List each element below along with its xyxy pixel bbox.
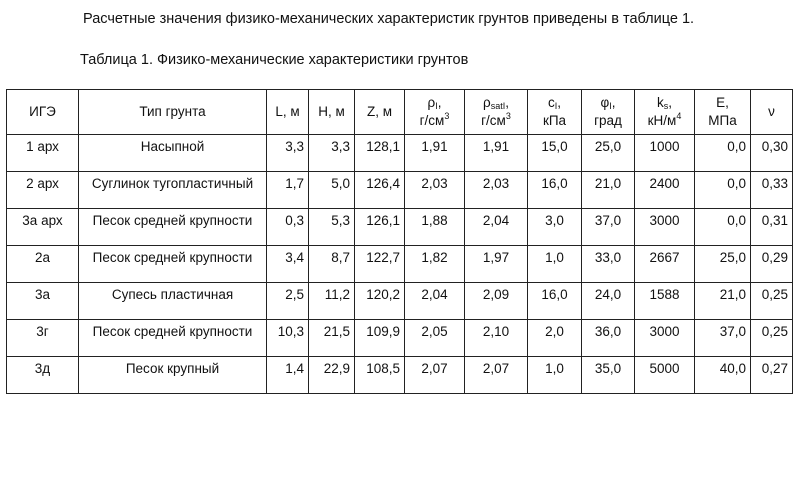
- cell-poisson-ratio: 0,25: [751, 283, 793, 320]
- soil-properties-table: [6, 89, 793, 394]
- deformation-modulus-unit: МПа: [708, 113, 737, 128]
- cell-l: 1,7: [267, 172, 309, 209]
- cell-cohesion: 1,0: [528, 357, 582, 394]
- saturated-density-unit-exponent: 3: [505, 111, 511, 121]
- cell-deformation-modulus: 25,0: [695, 246, 751, 283]
- cell-ige: 1 арх: [7, 135, 79, 172]
- cell-friction-angle: 33,0: [582, 246, 635, 283]
- cell-z: 122,7: [355, 246, 405, 283]
- header-cohesion: $c_I$, кПа: [528, 90, 582, 135]
- density-unit: г/см: [419, 113, 445, 128]
- cell-soil-type: Насыпной: [79, 135, 267, 172]
- cell-cohesion: 2,0: [528, 320, 582, 357]
- density-subscript: I: [435, 101, 438, 111]
- friction-angle-unit: град: [594, 113, 622, 128]
- cell-saturated-density: 2,10: [465, 320, 528, 357]
- cell-density: 2,07: [405, 357, 465, 394]
- cell-poisson-ratio: 0,27: [751, 357, 793, 394]
- cell-z: 120,2: [355, 283, 405, 320]
- cell-poisson-ratio: 0,29: [751, 246, 793, 283]
- header-poisson-ratio: ν: [751, 90, 793, 135]
- cell-soil-type: Песок средней крупности: [79, 246, 267, 283]
- cell-density: 1,82: [405, 246, 465, 283]
- cell-ige: 3а: [7, 283, 79, 320]
- table-row: [7, 246, 793, 283]
- subgrade-modulus-symbol: k: [656, 95, 664, 110]
- cohesion-symbol: c: [547, 95, 555, 110]
- cell-density: 1,88: [405, 209, 465, 246]
- cell-subgrade-modulus: 3000: [635, 209, 695, 246]
- cell-friction-angle: 21,0: [582, 172, 635, 209]
- cell-soil-type: Песок средней крупности: [79, 320, 267, 357]
- table-body: [7, 135, 793, 394]
- friction-angle-symbol: φ: [600, 95, 610, 110]
- cell-h: 8,7: [309, 246, 355, 283]
- subgrade-modulus-unit-exponent: 4: [676, 111, 682, 121]
- table-row: [7, 357, 793, 394]
- cell-h: 3,3: [309, 135, 355, 172]
- cell-deformation-modulus: 0,0: [695, 135, 751, 172]
- header-subgrade-modulus: $k_s$, $кН/м^4$: [635, 90, 695, 135]
- intro-text: Расчетные значения физико-механических характеристик грунтов приведены в таблице 1.: [83, 11, 695, 27]
- cell-z: 126,1: [355, 209, 405, 246]
- cell-z: 126,4: [355, 172, 405, 209]
- header-l: L, м: [267, 90, 309, 135]
- cell-soil-type: Песок крупный: [79, 357, 267, 394]
- subgrade-modulus-unit: кН/м: [647, 113, 677, 128]
- cell-saturated-density: 1,91: [465, 135, 528, 172]
- cell-saturated-density: 2,03: [465, 172, 528, 209]
- cell-cohesion: 1,0: [528, 246, 582, 283]
- header-density: $\rho_I$, $г/см^3$: [405, 90, 465, 135]
- cell-h: 22,9: [309, 357, 355, 394]
- cell-poisson-ratio: 0,25: [751, 320, 793, 357]
- cell-saturated-density: 2,04: [465, 209, 528, 246]
- cell-cohesion: 16,0: [528, 172, 582, 209]
- cell-l: 10,3: [267, 320, 309, 357]
- cell-z: 109,9: [355, 320, 405, 357]
- cell-density: 2,05: [405, 320, 465, 357]
- cell-cohesion: 16,0: [528, 283, 582, 320]
- cell-soil-type: Песок средней крупности: [79, 209, 267, 246]
- table-row: [7, 209, 793, 246]
- cell-ige: 2 арх: [7, 172, 79, 209]
- table-row: [7, 172, 793, 209]
- cohesion-subscript: I: [554, 101, 558, 111]
- header-saturated-density: $\rho_{satI}$, $г/см^3$: [465, 90, 528, 135]
- cell-subgrade-modulus: 5000: [635, 357, 695, 394]
- cell-deformation-modulus: 37,0: [695, 320, 751, 357]
- table-row: [7, 320, 793, 357]
- cell-poisson-ratio: 0,31: [751, 209, 793, 246]
- table-caption: Таблица 1. Физико-механические характеристики грунтов: [80, 52, 469, 68]
- cell-ige: 2а: [7, 246, 79, 283]
- cell-subgrade-modulus: 1000: [635, 135, 695, 172]
- cell-deformation-modulus: 21,0: [695, 283, 751, 320]
- cell-friction-angle: 25,0: [582, 135, 635, 172]
- cell-poisson-ratio: 0,33: [751, 172, 793, 209]
- cell-l: 0,3: [267, 209, 309, 246]
- cell-subgrade-modulus: 3000: [635, 320, 695, 357]
- cell-friction-angle: 35,0: [582, 357, 635, 394]
- cell-deformation-modulus: 40,0: [695, 357, 751, 394]
- cell-h: 21,5: [309, 320, 355, 357]
- cell-density: 2,04: [405, 283, 465, 320]
- cell-ige: 3г: [7, 320, 79, 357]
- cell-l: 3,4: [267, 246, 309, 283]
- header-z: Z, м: [355, 90, 405, 135]
- table-row: [7, 135, 793, 172]
- density-unit-exponent: 3: [444, 111, 450, 121]
- header-h: H, м: [309, 90, 355, 135]
- cohesion-unit: кПа: [542, 113, 567, 128]
- cell-cohesion: 15,0: [528, 135, 582, 172]
- cell-soil-type: Суглинок тугопластичный: [79, 172, 267, 209]
- cell-saturated-density: 1,97: [465, 246, 528, 283]
- cell-h: 5,3: [309, 209, 355, 246]
- cell-soil-type: Супесь пластичная: [79, 283, 267, 320]
- deformation-modulus-symbol: E,: [716, 95, 729, 110]
- header-deformation-modulus: [695, 90, 751, 135]
- cell-subgrade-modulus: 2400: [635, 172, 695, 209]
- cell-deformation-modulus: 0,0: [695, 209, 751, 246]
- cell-z: 108,5: [355, 357, 405, 394]
- cell-cohesion: 3,0: [528, 209, 582, 246]
- cell-ige: 3д: [7, 357, 79, 394]
- cell-saturated-density: 2,09: [465, 283, 528, 320]
- cell-saturated-density: 2,07: [465, 357, 528, 394]
- cell-l: 3,3: [267, 135, 309, 172]
- cell-friction-angle: 24,0: [582, 283, 635, 320]
- cell-z: 128,1: [355, 135, 405, 172]
- cell-friction-angle: 37,0: [582, 209, 635, 246]
- table-header-row: [7, 90, 793, 135]
- header-soil-type: Тип грунта: [79, 90, 267, 135]
- cell-friction-angle: 36,0: [582, 320, 635, 357]
- cell-subgrade-modulus: 2667: [635, 246, 695, 283]
- saturated-density-symbol: ρ: [483, 95, 491, 110]
- cell-l: 2,5: [267, 283, 309, 320]
- table-row: [7, 283, 793, 320]
- cell-subgrade-modulus: 1588: [635, 283, 695, 320]
- cell-h: 5,0: [309, 172, 355, 209]
- saturated-density-subscript: satI: [490, 101, 506, 111]
- cell-deformation-modulus: 0,0: [695, 172, 751, 209]
- cell-l: 1,4: [267, 357, 309, 394]
- cell-density: 1,91: [405, 135, 465, 172]
- density-symbol: ρ: [427, 95, 436, 110]
- header-ige: ИГЭ: [7, 90, 79, 135]
- saturated-density-unit: г/см: [481, 113, 506, 128]
- subgrade-modulus-subscript: s: [663, 101, 669, 111]
- cell-h: 11,2: [309, 283, 355, 320]
- header-friction-angle: $\varphi_I$, град: [582, 90, 635, 135]
- cell-poisson-ratio: 0,30: [751, 135, 793, 172]
- friction-angle-subscript: I: [609, 101, 612, 111]
- cell-ige: 3а арх: [7, 209, 79, 246]
- cell-density: 2,03: [405, 172, 465, 209]
